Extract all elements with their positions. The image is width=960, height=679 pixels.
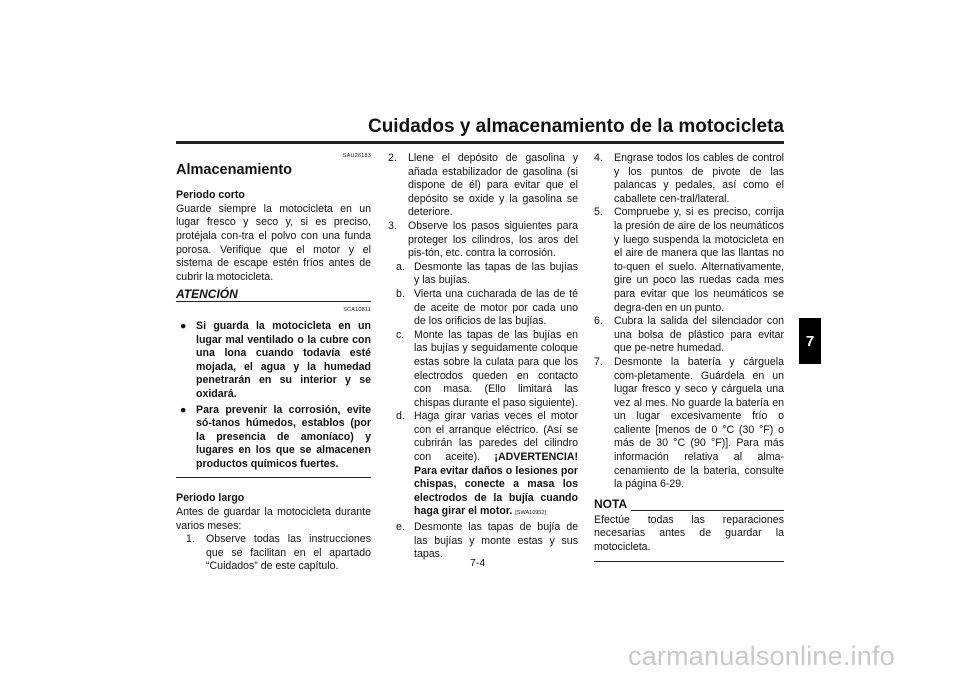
item-text: Llene el depósito de gasolina y añada estabilizador de gasolina (si dispone de él) para evitar que el depósito se oxide y la gasolina se deteriore. xyxy=(408,152,578,219)
watermark: carmanualsonline.info xyxy=(628,641,895,671)
item-number: 6. xyxy=(594,315,603,328)
item-text: Desmonte la batería y cárguela com-pletamente. Guárdela en un lugar fresco y seco y cárguela una vez al mes. No guarde la batería en un lugar excesivamente frío o caliente [menos de 0 °C (30 °F) o más de 30 °C (90 °F)]. Para más información relativa al alma-cenamiento de la batería, consulte la página 6-29. xyxy=(614,355,784,491)
item-text: Engrase todos los cables de control y los puntos de pivote de las palancas y pedales, así como el caballete cen-tral/lateral. xyxy=(614,152,784,205)
attention-rule xyxy=(176,301,371,302)
warning-code: [SWA10952] xyxy=(515,510,546,517)
item-number: 4. xyxy=(594,152,603,164)
sub-item-a xyxy=(388,261,578,288)
bullet-icon: ● xyxy=(180,403,187,416)
sub-item-text: Desmonte las tapas de las bujías y las bujías. xyxy=(414,260,578,287)
item-text: Observe todas las instrucciones que se facilitan en el apartado “Cuidados” de este capítulo. xyxy=(206,533,371,573)
column-1 xyxy=(176,150,371,574)
sub-item-letter: a. xyxy=(396,260,405,273)
list-item-2 xyxy=(388,152,578,220)
bullet-text: Para prevenir la corrosión, evite só-tanos húmedos, establos (por la presencia de amoníaco) y lugares en los que se almacenen productos químicos fuertes. xyxy=(196,403,371,470)
item-number: 7. xyxy=(594,355,603,368)
subheading-long: Periodo largo xyxy=(176,492,245,505)
chapter-tab: 7 xyxy=(799,318,821,364)
item-number: 2. xyxy=(388,152,397,164)
sub-item-text xyxy=(414,410,578,521)
sub-item-c xyxy=(388,329,578,411)
attention-end-rule xyxy=(176,477,371,478)
bullet-text: Si guarda la motocicleta en un lugar mal ventilado o la cubre con una lona cuando todavía esté mojada, el agua y la humedad penetrarán en su interior y se oxidará. xyxy=(196,319,371,400)
column-2 xyxy=(388,152,578,562)
sub-item-d-text: Haga girar varias veces el motor con el arranque eléctrico. (Así se cubrirán las paredes del cilindro con aceite). xyxy=(414,410,578,464)
page-number: 7-4 xyxy=(470,557,486,569)
sub-item-d xyxy=(388,410,578,521)
section-heading: Almacenamiento xyxy=(176,161,293,178)
section-code: SAU26183 xyxy=(342,153,371,159)
short-term-text: Guarde siempre la motocicleta en un lugar fresco y seco y, si es preciso, protéjala con-tra el polvo con una funda porosa. Verifique que el motor y el sistema de escape estén fríos antes de cubrir la motocicleta. xyxy=(176,202,371,283)
item-number: 1. xyxy=(186,533,195,546)
attention-bullet-2 xyxy=(176,404,371,472)
list-item-1 xyxy=(176,533,371,574)
sub-item-d-warning: ¡ADVERTENCIA! Para evitar daños o lesiones por chispas, conecte a masa los electrodos de la bujía cuando haga girar el motor. xyxy=(414,451,578,518)
sub-item-b xyxy=(388,288,578,329)
list-item-7 xyxy=(594,356,784,492)
sub-item-letter: e. xyxy=(396,521,405,534)
attention-label: ATENCIÓN xyxy=(176,287,242,301)
note-label: NOTA xyxy=(594,497,631,511)
sub-item-text: Vierta una cucharada de las de té de aceite de motor por cada uno de los orificios de las bujías. xyxy=(414,287,578,328)
note-end-rule xyxy=(594,561,784,562)
note-header xyxy=(594,498,784,514)
attention-header xyxy=(176,288,371,304)
list-item-4 xyxy=(594,152,784,206)
sub-item-text: Desmonte las tapas de bujía de las bujías y monte estas y sus tapas. xyxy=(414,521,578,561)
item-text: Observe los pasos siguientes para proteger los cilindros, los aros del pis-tón, etc. contra la corrosión. xyxy=(408,219,578,260)
list-item-5 xyxy=(594,206,784,315)
sub-item-letter: d. xyxy=(396,410,405,423)
column-3 xyxy=(594,152,784,576)
sub-item-text: Monte las tapas de las bujías en las bujías y seguidamente coloque estas sobre la culata para que los electrodos queden en contacto con masa. (Ello limitará las chispas durante el paso siguiente). xyxy=(414,328,578,409)
list-item-3 xyxy=(388,220,578,261)
long-term-text: Antes de guardar la motocicleta durante varios meses: xyxy=(176,506,371,532)
item-number: 5. xyxy=(594,206,603,219)
item-number: 3. xyxy=(388,219,397,232)
item-text: Compruebe y, si es preciso, corrija la presión de aire de los neumáticos y luego suspenda la motocicleta en el aire de manera que las llantas no to-quen el suelo. Alternativamente, gire un poco las ruedas cada mes para evitar que los neumáticos se degra-den en un punto. xyxy=(614,206,784,314)
list-item-6 xyxy=(594,315,784,356)
sub-item-letter: b. xyxy=(396,287,405,300)
attention-code: SCA10811 xyxy=(343,307,371,314)
item-text: Cubra la salida del silenciador con una bolsa de plástico para evitar que pe-netre humedad. xyxy=(614,315,784,355)
sub-item-e xyxy=(388,521,578,562)
bullet-icon: ● xyxy=(180,319,187,332)
page-header-title: Cuidados y almacenamiento de la motocicleta xyxy=(367,116,784,137)
header-rule xyxy=(176,141,784,144)
subheading-short: Periodo corto xyxy=(176,189,245,202)
note-text: Efectúe todas las reparaciones necesarias antes de guardar la motocicleta. xyxy=(594,513,784,554)
attention-bullet-1 xyxy=(176,320,371,402)
sub-item-letter: c. xyxy=(396,328,405,341)
